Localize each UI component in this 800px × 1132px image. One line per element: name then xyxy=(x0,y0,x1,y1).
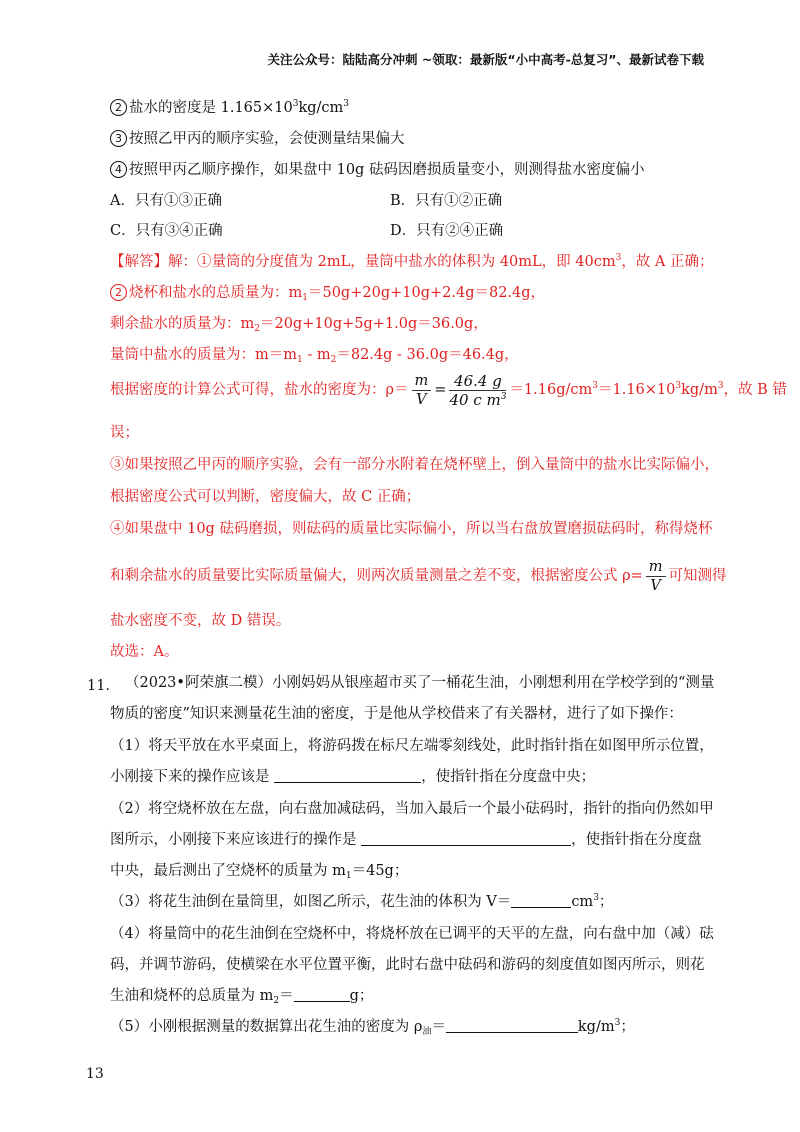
circle-3-icon: 3 xyxy=(110,130,127,147)
part-5-line xyxy=(110,1018,635,1036)
part-text: ＝ xyxy=(279,988,294,1004)
part-2-line-2 xyxy=(110,831,702,849)
exponent: 3 xyxy=(592,381,598,391)
subscript: 2 xyxy=(254,324,260,334)
answer-blank[interactable] xyxy=(294,987,350,1002)
option-2-text: 盐水的密度是 1.165×10 xyxy=(129,100,293,116)
answer-line-3 xyxy=(110,315,488,333)
unit: kg/cm xyxy=(298,100,344,116)
exponent: 3 xyxy=(292,99,299,109)
numerator: m xyxy=(412,372,432,391)
answer-tag: 【解答】 xyxy=(110,254,168,270)
answer-line-6: 误； xyxy=(110,425,139,441)
question-stem-2: 物质的密度”知识来测量花生油的密度，于是他从学校借来了有关器材，进行了如下操作： xyxy=(110,706,683,722)
answer-line-4 xyxy=(110,346,519,364)
part-text: ； xyxy=(620,1019,635,1035)
part-text: 中央，最后测出了空烧杯的质量为 m xyxy=(110,863,346,879)
answer-blank[interactable] xyxy=(274,768,421,783)
answer-blank[interactable] xyxy=(511,893,571,908)
answer-text: kg/m xyxy=(681,382,718,398)
part-1-line-1: （1）将天平放在水平桌面上，将游码拨在标尺左端零刻线处，此时指针指在如图甲所示位置， xyxy=(110,738,714,754)
answer-text: - m xyxy=(302,347,331,363)
choice-d: D．只有②④正确 xyxy=(390,223,504,239)
part-1-line-2 xyxy=(110,768,595,786)
answer-line-5: 根据密度的计算公式可得，盐水的密度为：ρ＝ $\frac{m}{V}$ = $\frac{46.4 g}{40 c m^3}$ $=1.16g/cm^3=1.16\times 10^3kg/m^3$，故 B 错 xyxy=(110,371,787,409)
part-text: cm xyxy=(571,894,594,910)
answer-text: ＝1.16g/cm xyxy=(509,382,593,398)
subscript: 1 xyxy=(302,293,308,303)
subscript: 油 xyxy=(422,1027,432,1037)
exponent: 3 xyxy=(614,1018,621,1028)
answer-blank[interactable] xyxy=(361,831,571,846)
answer-text: ＝20g+10g+5g+1.0g＝36.0g， xyxy=(259,316,488,332)
option-3-text: 按照乙甲丙的顺序实验，会使测量结果偏大 xyxy=(129,131,405,147)
part-text: 生油和烧杯的总质量为 m xyxy=(110,988,274,1004)
answer-line-8: 根据密度公式可以判断，密度偏大，故 C 正确； xyxy=(110,489,421,505)
fraction xyxy=(412,372,432,409)
subscript: 1 xyxy=(297,355,303,365)
fraction xyxy=(449,372,506,409)
answer-line-10 xyxy=(110,556,727,596)
denominator: V xyxy=(650,577,661,594)
subscript: 2 xyxy=(273,996,280,1006)
question-number: 11． xyxy=(87,678,120,694)
answer-line-2 xyxy=(110,284,545,302)
exponent: 3 xyxy=(675,381,682,391)
part-text: kg/m xyxy=(577,1019,615,1035)
option-2-line xyxy=(110,99,349,117)
answer-text: ＝82.4g - 36.0g＝46.4g， xyxy=(336,347,519,363)
subscript: 1 xyxy=(345,871,352,881)
answer-line-7: ③如果按照乙甲丙的顺序实验，会有一部分水附着在烧杯壁上，倒入量筒中的盐水比实际偏小， xyxy=(110,457,719,473)
denominator xyxy=(449,391,506,409)
numerator: 46.4 g xyxy=(449,372,506,391)
part-text: （5）小刚根据测量的数据算出花生油的密度为 ρ xyxy=(110,1019,423,1035)
part-text: （3）将花生油倒在量筒里，如图乙所示，花生油的体积为 V＝ xyxy=(110,894,512,910)
question-stem-1: （2023•阿荣旗二模）小刚妈妈从银座超市买了一桶花生油，小刚想利用在学校学到的“测量 xyxy=(125,675,715,691)
part-2-line-1: （2）将空烧杯放在左盘，向右盘加减砝码，当加入最后一个最小砝码时，指针的指向仍然如甲 xyxy=(110,801,714,817)
fraction xyxy=(646,558,666,595)
exponent: 3 xyxy=(343,99,350,109)
answer-line-12: 故选：A。 xyxy=(110,644,179,660)
answer-text: 根据密度的计算公式可得，盐水的密度为：ρ＝ xyxy=(110,382,409,398)
circle-2-icon: 2 xyxy=(110,99,127,116)
part-text: ＝ xyxy=(431,1019,446,1035)
answer-text: 烧杯和盐水的总质量为：m xyxy=(129,285,303,301)
page-header: 关注公众号：陆陆高分冲刺 ~领取：最新版“小中高考-总复习”、最新试卷下载 xyxy=(267,52,704,67)
part-4-line-1: （4）将量筒中的花生油倒在空烧杯中，将烧杯放在已调平的天平的左盘，向右盘中加（减）砝 xyxy=(110,926,714,942)
part-4-line-2: 码，并调节游码，使横梁在水平位置平衡，此时右盘中砝码和游码的刻度值如图丙所示，则花 xyxy=(110,957,705,973)
answer-line-9: ④如果盘中 10g 砝码磨损，则砝码的质量比实际偏小，所以当右盘放置磨损砝码时，称得烧杯 xyxy=(110,521,713,537)
exponent: 3 xyxy=(593,893,599,903)
answer-text: ＝1.16×10 xyxy=(597,382,676,398)
part-text: g； xyxy=(349,988,374,1004)
part-4-line-3 xyxy=(110,987,373,1005)
part-text: ＝45g； xyxy=(351,863,409,879)
page-number: 13 xyxy=(86,1066,104,1082)
answer-line-1 xyxy=(110,253,714,271)
answer-text: 剩余盐水的质量为：m xyxy=(110,316,255,332)
part-2-line-3 xyxy=(110,862,408,880)
answer-text: 和剩余盐水的质量要比实际质量偏大，则两次质量测量之差不变，根据密度公式 ρ= xyxy=(110,568,643,584)
choice-a: A．只有①③正确 xyxy=(110,193,222,209)
answer-text: ，故 A 正确； xyxy=(621,254,714,270)
choice-c: C．只有③④正确 xyxy=(110,223,223,239)
circle-2-icon: 2 xyxy=(110,284,127,301)
circle-4-icon: 4 xyxy=(110,161,127,178)
subscript: 2 xyxy=(330,355,337,365)
denominator: V xyxy=(416,391,427,408)
part-text: 图所示，小刚接下来应该进行的操作是 xyxy=(110,832,357,848)
answer-text: 可知测得 xyxy=(668,568,727,584)
answer-line-11: 盐水密度不变，故 D 错误。 xyxy=(110,613,291,629)
numerator: m xyxy=(646,558,666,577)
part-text: 小刚接下来的操作应该是 xyxy=(110,769,270,785)
denominator-text: 40 c m xyxy=(449,390,501,409)
answer-text: ＝50g+20g+10g+2.4g＝82.4g， xyxy=(307,285,546,301)
exponent: 3 xyxy=(500,391,507,402)
answer-blank[interactable] xyxy=(446,1018,578,1033)
option-3-line xyxy=(110,130,405,148)
option-4-line xyxy=(110,161,644,179)
answer-text: 量筒中盐水的质量为：m＝m xyxy=(110,347,297,363)
answer-text: ，故 B 错 xyxy=(723,382,787,398)
answer-text: 解：①量筒的分度值为 2mL，量筒中盐水的体积为 40mL，即 40cm xyxy=(168,254,616,270)
exponent: 3 xyxy=(615,253,622,263)
part-text: ，使指针指在分度盘 xyxy=(571,832,702,848)
part-text: ； xyxy=(598,894,614,910)
choice-b: B．只有①②正确 xyxy=(390,193,503,209)
part-text: ，使指针指在分度盘中央； xyxy=(421,769,596,785)
option-4-text: 按照甲丙乙顺序操作，如果盘中 10g 砝码因磨损质量变小，则测得盐水密度偏小 xyxy=(129,162,645,178)
exponent: 3 xyxy=(717,381,724,391)
part-3-line xyxy=(110,893,613,911)
